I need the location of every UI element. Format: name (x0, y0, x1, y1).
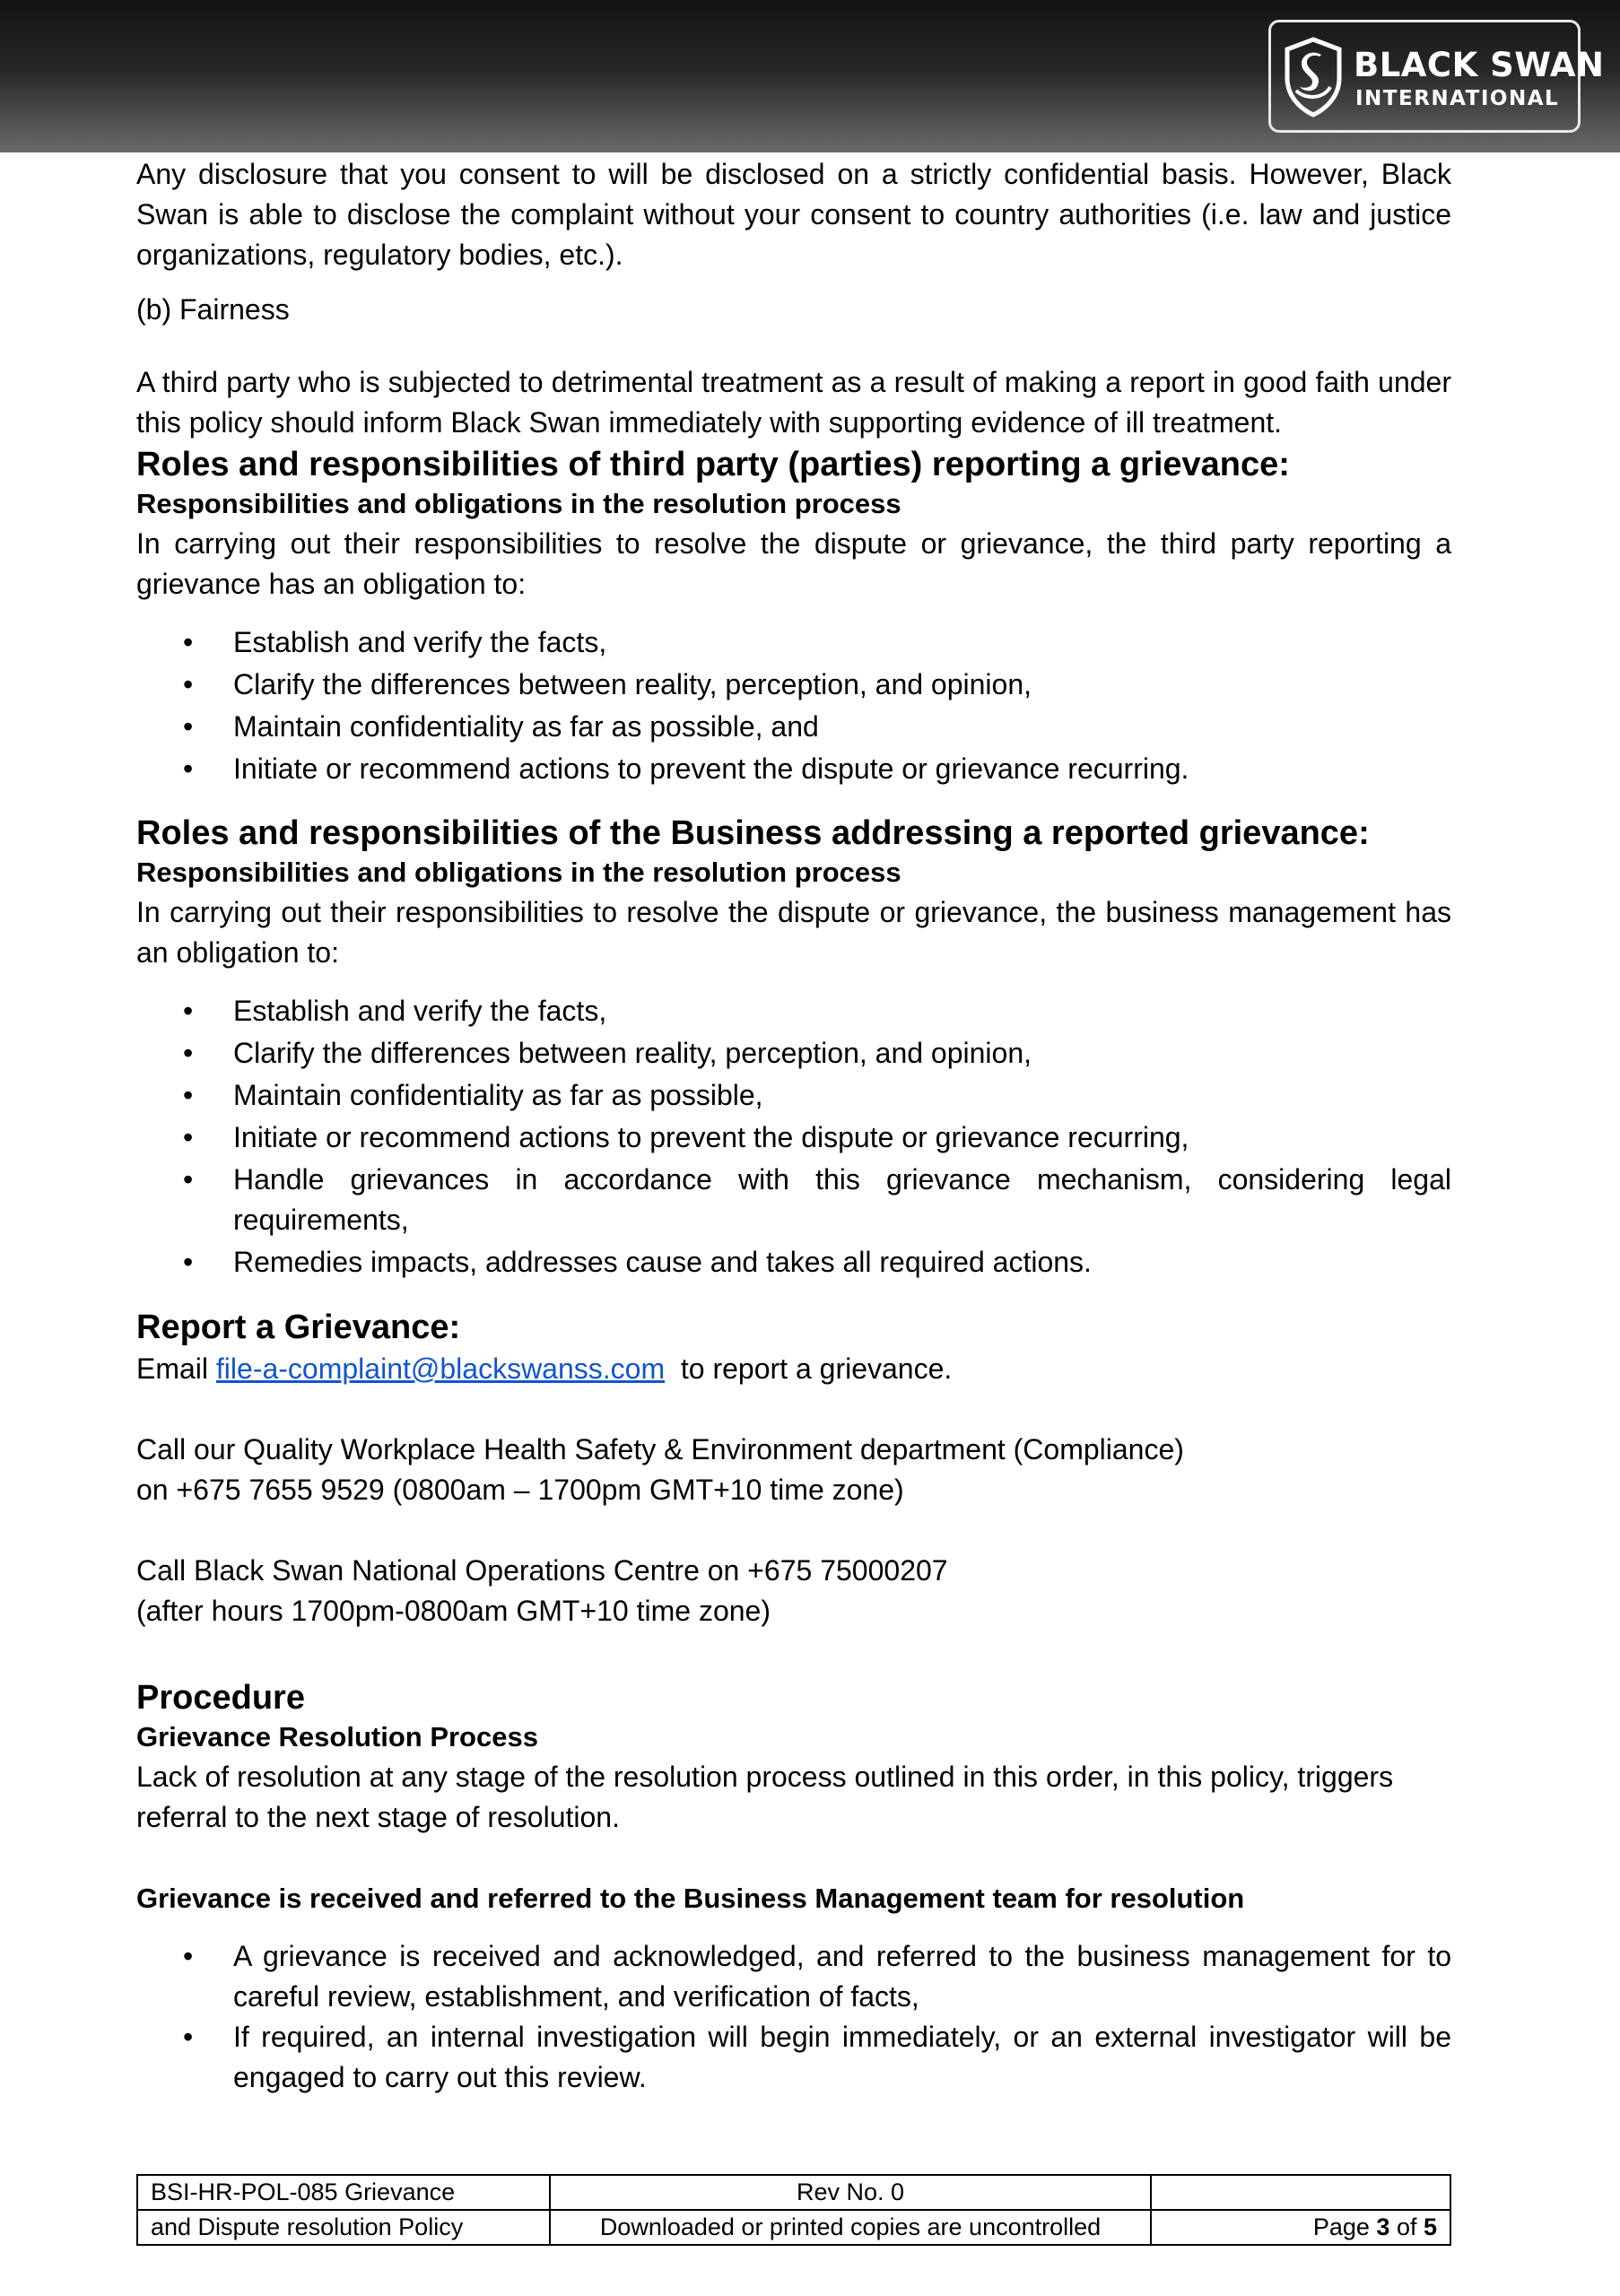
logo-wordmark: BLACK SWAN (1354, 46, 1605, 84)
logo-subtitle: INTERNATIONAL (1355, 87, 1560, 110)
footer-page-number (1151, 2210, 1450, 2245)
page-current: 3 (1376, 2213, 1390, 2240)
procedure-subheading: Grievance Resolution Process (136, 1721, 538, 1752)
business-roles-heading: Roles and responsibilities of the Business addressing a reported grievance: (136, 814, 1370, 852)
list-item: • Maintain confidentiality as far as possible, (136, 1075, 1451, 1116)
list-item: • Clarify the differences between reality, perception, and opinion, (136, 665, 1451, 705)
complaint-email-link[interactable]: file-a-complaint@blackswanss.com (215, 1352, 666, 1385)
page-total: 5 (1423, 2213, 1437, 2240)
footer-empty-cell (1151, 2175, 1450, 2210)
third-party-subheading: Responsibilities and obligations in the resolution process (136, 488, 901, 519)
list-item: • A grievance is received and acknowledged, and referred to the business management for to careful review, establishment, and verification of facts, (136, 1936, 1451, 2017)
swan-shield-icon (1284, 37, 1343, 117)
list-item: • Initiate or recommend actions to prevent the dispute or grievance recurring, (136, 1118, 1451, 1158)
report-grievance-heading: Report a Grievance: (136, 1309, 461, 1346)
list-item: • Clarify the differences between reality, perception, and opinion, (136, 1033, 1451, 1074)
procedure-heading: Procedure (136, 1679, 305, 1717)
report-email-line (136, 1349, 1451, 1389)
list-item: • Initiate or recommend actions to prevent the dispute or grievance recurring. (136, 749, 1451, 789)
company-logo (1268, 20, 1605, 133)
stage-heading: Grievance is received and referred to the Business Management team for resolution (136, 1883, 1245, 1914)
list-item: • If required, an internal investigation will begin immediately, or an external investigator will be engaged to carry out this review. (136, 2017, 1451, 2098)
list-item: • Handle grievances in accordance with this grievance mechanism, considering legal requirements, (136, 1160, 1451, 1240)
business-obligations-list (136, 991, 1451, 1283)
fairness-label: (b) Fairness (136, 293, 290, 326)
list-item: • Establish and verify the facts, (136, 991, 1451, 1031)
fairness-paragraph: A third party who is subjected to detrimental treatment as a result of making a report in good faith under this policy should inform Black Swan immediately with supporting evidence of ill treatment. (136, 366, 1451, 439)
list-item: • Maintain confidentiality as far as possible, and (136, 707, 1451, 747)
page-header (0, 0, 1620, 152)
third-party-obligations-list (136, 622, 1451, 789)
operations-call-line-2: (after hours 1700pm-0800am GMT+10 time zone) (136, 1595, 771, 1627)
third-party-roles-heading: Roles and responsibilities of third party (parties) reporting a grievance: (136, 446, 1290, 483)
document-body (136, 154, 1451, 2098)
footer-row (137, 2175, 1450, 2210)
email-prefix: Email (136, 1352, 216, 1385)
page-prefix: Page (1312, 2213, 1377, 2240)
page-of: of (1389, 2213, 1424, 2240)
footer-control-note: Downloaded or printed copies are uncontrolled (550, 2210, 1151, 2245)
document-footer (136, 2174, 1451, 2246)
email-suffix: to report a grievance. (665, 1352, 953, 1385)
list-item: • Establish and verify the facts, (136, 622, 1451, 663)
footer-doc-id: BSI-HR-POL-085 Grievance (137, 2175, 550, 2210)
business-subheading: Responsibilities and obligations in the resolution process (136, 857, 901, 888)
business-intro: In carrying out their responsibilities to resolve the dispute or grievance, the business management has an obligation to: (136, 896, 1451, 969)
footer-doc-title: and Dispute resolution Policy (137, 2210, 550, 2245)
operations-call-line-1: Call Black Swan National Operations Centre on +675 75000207 (136, 1554, 948, 1587)
footer-revision: Rev No. 0 (550, 2175, 1151, 2210)
confidential-disclosure-paragraph: Any disclosure that you consent to will be disclosed on a strictly confidential basis. However, Black Swan is able to disclose the complaint without your consent to country authorities (i.e. law and justice organizations, regulatory bodies, etc.). (136, 158, 1451, 271)
procedure-text: Lack of resolution at any stage of the resolution process outlined in this order, in this policy, triggers referral to the next stage of resolution. (136, 1761, 1394, 1833)
third-party-intro: In carrying out their responsibilities to resolve the dispute or grievance, the third party reporting a grievance has an obligation to: (136, 527, 1451, 600)
procedure-steps-list (136, 1936, 1451, 2098)
compliance-call-line-1: Call our Quality Workplace Health Safety & Environment department (Compliance) (136, 1433, 1184, 1465)
compliance-call-line-2: on +675 7655 9529 (0800am – 1700pm GMT+10 time zone) (136, 1474, 904, 1506)
footer-row (137, 2210, 1450, 2245)
list-item: • Remedies impacts, addresses cause and takes all required actions. (136, 1242, 1451, 1283)
